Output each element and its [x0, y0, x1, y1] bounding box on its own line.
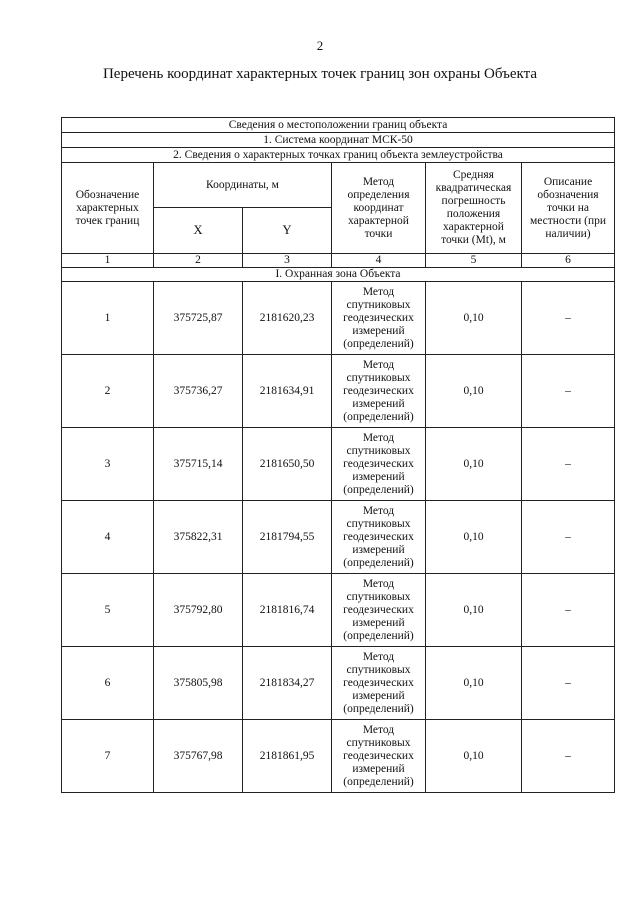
page-number: 2 — [316, 38, 324, 53]
method-line: (определений) — [343, 775, 414, 788]
table-row — [62, 282, 615, 355]
method-line: (определений) — [343, 410, 414, 423]
method-line: (определений) — [343, 337, 414, 350]
coord-system-row: 1. Система координат МСК-50 — [62, 133, 615, 148]
description-value: – — [522, 501, 615, 574]
col-header-designation: Обозначение характерных точек границ — [62, 163, 154, 254]
method-line: спутниковых — [346, 444, 411, 457]
coord-y: 2181834,27 — [243, 647, 332, 720]
method-line: (определений) — [343, 556, 414, 569]
column-number: 4 — [332, 254, 426, 268]
method-line: геодезических — [343, 603, 414, 616]
coord-x: 375725,87 — [154, 282, 243, 355]
point-number: 1 — [62, 282, 154, 355]
section-header: Сведения о местоположении границ объекта — [62, 118, 615, 133]
error-value: 0,10 — [426, 282, 522, 355]
method-line: измерений — [352, 762, 405, 775]
method-line: геодезических — [343, 384, 414, 397]
table-row — [62, 428, 615, 501]
coord-x: 375767,98 — [154, 720, 243, 793]
error-value: 0,10 — [426, 574, 522, 647]
method-line: измерений — [352, 324, 405, 337]
description-value: – — [522, 720, 615, 793]
point-number: 5 — [62, 574, 154, 647]
coordinates-table — [61, 117, 615, 793]
method-line: спутниковых — [346, 517, 411, 530]
method-line: Метод — [362, 358, 395, 371]
coord-y: 2181620,23 — [243, 282, 332, 355]
col-header-y: Y — [243, 208, 332, 254]
method-line: геодезических — [343, 457, 414, 470]
method-line: спутниковых — [346, 298, 411, 311]
table-row — [62, 720, 615, 793]
method-line: Метод — [362, 431, 395, 444]
point-number: 2 — [62, 355, 154, 428]
col-header-coordinates: Координаты, м — [154, 163, 332, 208]
method-cell — [332, 282, 426, 355]
method-cell — [332, 574, 426, 647]
zone-title-row: I. Охранная зона Объекта — [62, 268, 615, 282]
method-cell — [332, 355, 426, 428]
coord-y: 2181794,55 — [243, 501, 332, 574]
error-value: 0,10 — [426, 501, 522, 574]
method-line: (определений) — [343, 702, 414, 715]
method-line: (определений) — [343, 483, 414, 496]
col-header-method: Метод определения координат характерной точки — [332, 163, 426, 254]
method-line: геодезических — [343, 749, 414, 762]
coord-x: 375736,27 — [154, 355, 243, 428]
coord-y: 2181650,50 — [243, 428, 332, 501]
column-number: 5 — [426, 254, 522, 268]
column-number: 2 — [154, 254, 243, 268]
method-cell — [332, 501, 426, 574]
method-line: спутниковых — [346, 371, 411, 384]
description-value: – — [522, 428, 615, 501]
method-line: геодезических — [343, 311, 414, 324]
method-cell — [332, 720, 426, 793]
coord-y: 2181816,74 — [243, 574, 332, 647]
coord-x: 375805,98 — [154, 647, 243, 720]
point-number: 4 — [62, 501, 154, 574]
coord-x: 375822,31 — [154, 501, 243, 574]
table-row — [62, 355, 615, 428]
table-row — [62, 647, 615, 720]
col-header-description: Описание обозначения точки на местности (при наличии) — [522, 163, 615, 254]
description-value: – — [522, 355, 615, 428]
method-line: Метод — [362, 504, 395, 517]
col-header-x: X — [154, 208, 243, 254]
method-line: Метод — [362, 723, 395, 736]
point-number: 3 — [62, 428, 154, 501]
point-number: 6 — [62, 647, 154, 720]
column-number: 1 — [62, 254, 154, 268]
coord-x: 375792,80 — [154, 574, 243, 647]
method-line: (определений) — [343, 629, 414, 642]
method-cell — [332, 428, 426, 501]
method-line: измерений — [352, 543, 405, 556]
table-row — [62, 501, 615, 574]
col-header-error: Средняя квадратическая погрешность положения характерной точки (Mt), м — [426, 163, 522, 254]
column-number: 3 — [243, 254, 332, 268]
method-line: спутниковых — [346, 663, 411, 676]
page-title: Перечень координат характерных точек границ зон охраны Объекта — [102, 66, 538, 82]
error-value: 0,10 — [426, 355, 522, 428]
method-line: Метод — [362, 650, 395, 663]
error-value: 0,10 — [426, 720, 522, 793]
method-line: спутниковых — [346, 590, 411, 603]
column-number: 6 — [522, 254, 615, 268]
point-number: 7 — [62, 720, 154, 793]
coord-y: 2181861,95 — [243, 720, 332, 793]
description-value: – — [522, 647, 615, 720]
method-cell — [332, 647, 426, 720]
description-value: – — [522, 282, 615, 355]
method-line: геодезических — [343, 676, 414, 689]
method-line: измерений — [352, 397, 405, 410]
method-line: Метод — [362, 285, 395, 298]
method-line: Метод — [362, 577, 395, 590]
error-value: 0,10 — [426, 647, 522, 720]
coord-x: 375715,14 — [154, 428, 243, 501]
coord-y: 2181634,91 — [243, 355, 332, 428]
method-line: измерений — [352, 616, 405, 629]
points-info-row: 2. Сведения о характерных точках границ объекта землеустройства — [62, 148, 615, 163]
error-value: 0,10 — [426, 428, 522, 501]
method-line: измерений — [352, 470, 405, 483]
method-line: геодезических — [343, 530, 414, 543]
table-row — [62, 574, 615, 647]
description-value: – — [522, 574, 615, 647]
method-line: измерений — [352, 689, 405, 702]
method-line: спутниковых — [346, 736, 411, 749]
